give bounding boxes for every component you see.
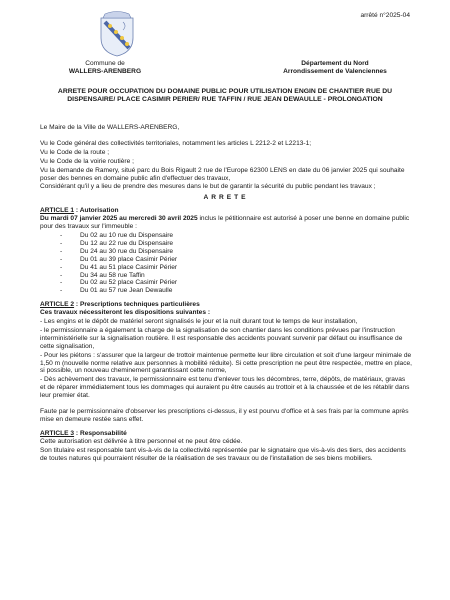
address-item: - Du 02 au 10 rue du Dispensaire — [80, 232, 412, 240]
article-1-text-rest: inclus le pétitionnaire est autorisé à poser une benne en domaine public pour des travaux sur l'immeuble : — [40, 215, 410, 231]
commune-name: WALLERS-ARENBERG — [68, 67, 142, 75]
prescription-item: - Dès achèvement des travaux, le permissionnaire est tenu d'enlever tous les décombres, terre, dépôts, de matériaux, gravas et de réparer immédiatement tous les dommages qui auraient pu être causés au trottoir et à la chaussée et de les rétablir dans leur premier état. — [40, 376, 410, 400]
article-2-heading — [40, 301, 412, 309]
article-2-label: ARTICLE 2 — [40, 301, 75, 309]
address-item: - Du 01 au 39 place Casimir Périer — [80, 256, 412, 264]
title-line: DISPENSAIRE/ PLACE CASIMIR PERIER/ RUE TAFFIN / RUE JEAN DEWAULLE - PROLONGATION — [67, 96, 383, 104]
article-1-dates: Du mardi 07 janvier 2025 au mercredi 30 avril 2025 — [40, 215, 198, 223]
department: Département du Nord — [301, 60, 369, 67]
article-3-line: Cette autorisation est délivrée à titre personnel et ne peut être cédée. — [40, 437, 243, 445]
article-3-title: : Responsabilité — [74, 429, 127, 437]
prescription-item: - le permissionnaire a également la charge de la signalisation de son chantier dans les conditions prévues par l'instruction interministérielle sur la signalisation routière. Il est responsable des accidents pouvant survenir par défaut ou insuffisance de cette signalisation, — [40, 326, 403, 350]
article-1-text — [40, 215, 412, 231]
article-1-heading — [40, 207, 412, 215]
address-item: - Du 12 au 22 rue du Dispensaire — [80, 240, 412, 248]
document-title — [40, 88, 410, 105]
coat-of-arms-icon — [95, 8, 139, 58]
commune-label: Commune de — [85, 60, 125, 67]
title-line: ARRETE POUR OCCUPATION DU DOMAINE PUBLIC POUR UTILISATION ENGIN DE CHANTIER RUE DU — [57, 88, 393, 95]
arrondissement: Arrondissement de Valenciennes — [283, 67, 387, 75]
address-item: - Du 02 au 52 place Casimir Périer — [80, 279, 412, 287]
prescription-item: - Les engins et le dépôt de matériel seront signalisés le jour et la nuit durant tout le temps de leur installation, — [40, 318, 358, 326]
article-2-title: : Prescriptions techniques particulières — [74, 301, 200, 309]
article-1-label: ARTICLE 1 — [40, 207, 75, 215]
consideration: Vu le Code de la route ; — [40, 148, 110, 156]
arrete-heading: ARRETE — [203, 194, 249, 202]
article-1-title: : Autorisation — [74, 207, 119, 215]
arrete-number: arrêté n°2025-04 — [360, 12, 410, 19]
consideration: Vu la demande de Ramery, situé parc du Bois Rigault 2 rue de l'Europe 62300 LENS en date du 06 janvier 2025 qui souhaite poser des bennes en domaine public afin d'effectuer des travaux, — [40, 166, 405, 182]
consideration: Vu le Code de la voirie routière ; — [40, 157, 134, 165]
intro: Le Maire de la Ville de WALLERS-ARENBERG, — [40, 124, 180, 131]
article-3-label: ARTICLE 3 — [40, 429, 75, 437]
address-item: - Du 41 au 51 place Casimir Périer — [80, 264, 412, 272]
address-item: - Du 01 au 57 rue Jean Dewaulle — [80, 287, 412, 295]
commune-block — [60, 60, 150, 76]
article-3-heading — [40, 430, 412, 438]
article-2-closing: Faute par le permissionnaire d'observer les prescriptions ci-dessus, il y est pourvu d'office et à ses frais par la commune après mise en demeure restée sans effet. — [40, 408, 409, 423]
consideration: Considérant qu'il y a lieu de prendre des mesures dans le but de garantir la sécurité du public pendant les travaux ; — [40, 183, 376, 191]
article-3-line: Son titulaire est responsable tant vis-à-vis de la collectivité représentée par le signataire que vis-à-vis des tiers, des accidents de toutes natures qui pourraient résulter de la réalisation de ses travaux ou de l'installation de ses biens mobiliers. — [40, 446, 406, 462]
document-body — [40, 124, 412, 464]
department-block — [260, 60, 410, 76]
consideration: Vu le Code général des collectivités territoriales, notamment les articles L 2212-2 et L2213-1; — [40, 139, 312, 147]
address-item: - Du 34 au 58 rue Taffin — [80, 272, 412, 280]
address-list — [40, 232, 412, 295]
prescription-item: - Pour les piétons : s'assurer que la largeur de trottoir maintenue permette leur libre circulation et soit d'une largeur minimale de 1,50 m (nouvelle norme relative aux personnes à mobilité réduite). Si cette prescription ne peut être respectée, mettre en place, si possible, un nouveau cheminement garantissant cette norme, — [40, 351, 413, 375]
article-2-subtitle: Ces travaux nécessiteront les dispositions suivantes : — [40, 309, 211, 317]
address-item: - Du 24 au 30 rue du Dispensaire — [80, 248, 412, 256]
